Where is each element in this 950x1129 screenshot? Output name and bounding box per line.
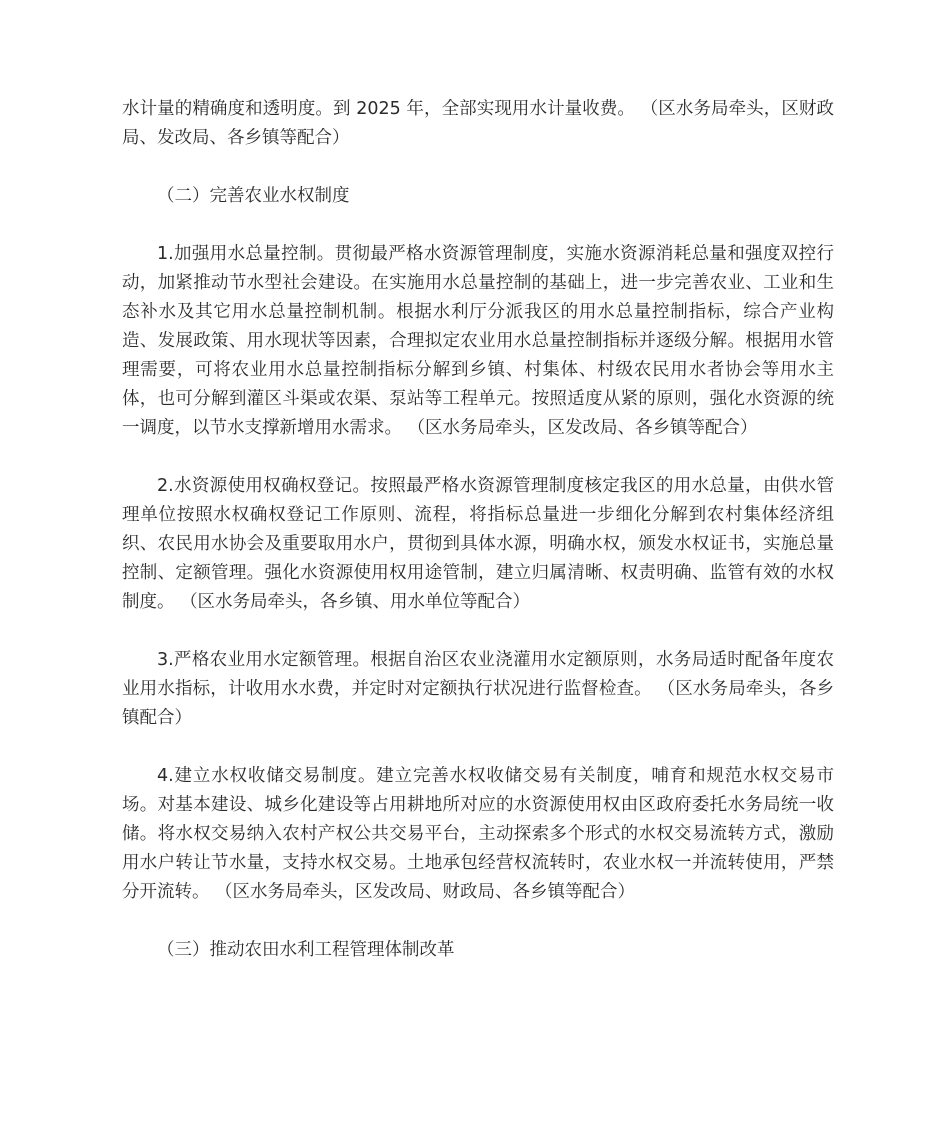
section-heading-2: （二）完善农业水权制度 [157, 186, 350, 206]
item-1-paragraph: 1.加强用水总量控制。贯彻最严格水资源管理制度，实施水资源消耗总量和强度双控行动，加紧推动节水型社会建设。在实施用水总量控制的基础上，进一步完善农业、工业和生态补水及其它用水总量控制机制。根据水利厅分派我区的用水总量控制指标，综合产业构造、发展政策、用水现状等因素，合理拟定农业用水总量控制指标并逐级分解。根据用水管理需要，可将农业用水总量控制指标分解到乡镇、村集体、村级农民用水者协会等用水主体，也可分解到灌区斗渠或农渠、泵站等工程单元。按照适度从紧的原则，强化水资源的统一调度，以节水支撑新增用水需求。 （区水务局牵头，区发改局、各乡镇等配合） [122, 244, 834, 438]
paragraph-gap [122, 617, 834, 646]
item-3-paragraph: 3.严格农业用水定额管理。根据自治区农业浇灌用水定额原则，水务局适时配备年度农业用水指标，计收用水水费，并定时对定额执行状况进行监督检查。 （区水务局牵头，各乡镇配合） [122, 650, 834, 728]
paragraph-gap [122, 211, 834, 240]
item-2-paragraph: 2.水资源使用权确权登记。按照最严格水资源管理制度核定我区的用水总量，由供水管理单位按照水权确权登记工作原则、流程，将指标总量进一步细化分解到农村集体经济组织、农民用水协会及重要取用水户，贯彻到具体水源，明确水权，颁发水权证书，实施总量控制、定额管理。强化水资源使用权用途管制，建立归属清晰、权责明确、监管有效的水权制度。 （区水务局牵头，各乡镇、用水单位等配合） [122, 476, 834, 612]
paragraph-gap [122, 443, 834, 472]
document-body [122, 95, 834, 965]
section-heading-3: （三）推动农田水利工程管理体制改革 [157, 940, 455, 960]
paragraph-gap [122, 733, 834, 762]
paragraph-gap [122, 153, 834, 182]
paragraph-gap [122, 907, 834, 936]
item-4-paragraph: 4.建立水权收储交易制度。建立完善水权收储交易有关制度，哺育和规范水权交易市场。对基本建设、城乡化建设等占用耕地所对应的水资源使用权由区政府委托水务局统一收储。将水权交易纳入农村产权公共交易平台，主动探索多个形式的水权交易流转方式，激励用水户转让节水量，支持水权交易。土地承包经营权流转时，农业水权一并流转使用，严禁分开流转。 （区水务局牵头，区发改局、财政局、各乡镇等配合） [122, 766, 834, 902]
paragraph-continuation: 水计量的精确度和透明度。到 2025 年，全部实现用水计量收费。 （区水务局牵头，区财政局、发改局、各乡镇等配合） [122, 99, 834, 148]
